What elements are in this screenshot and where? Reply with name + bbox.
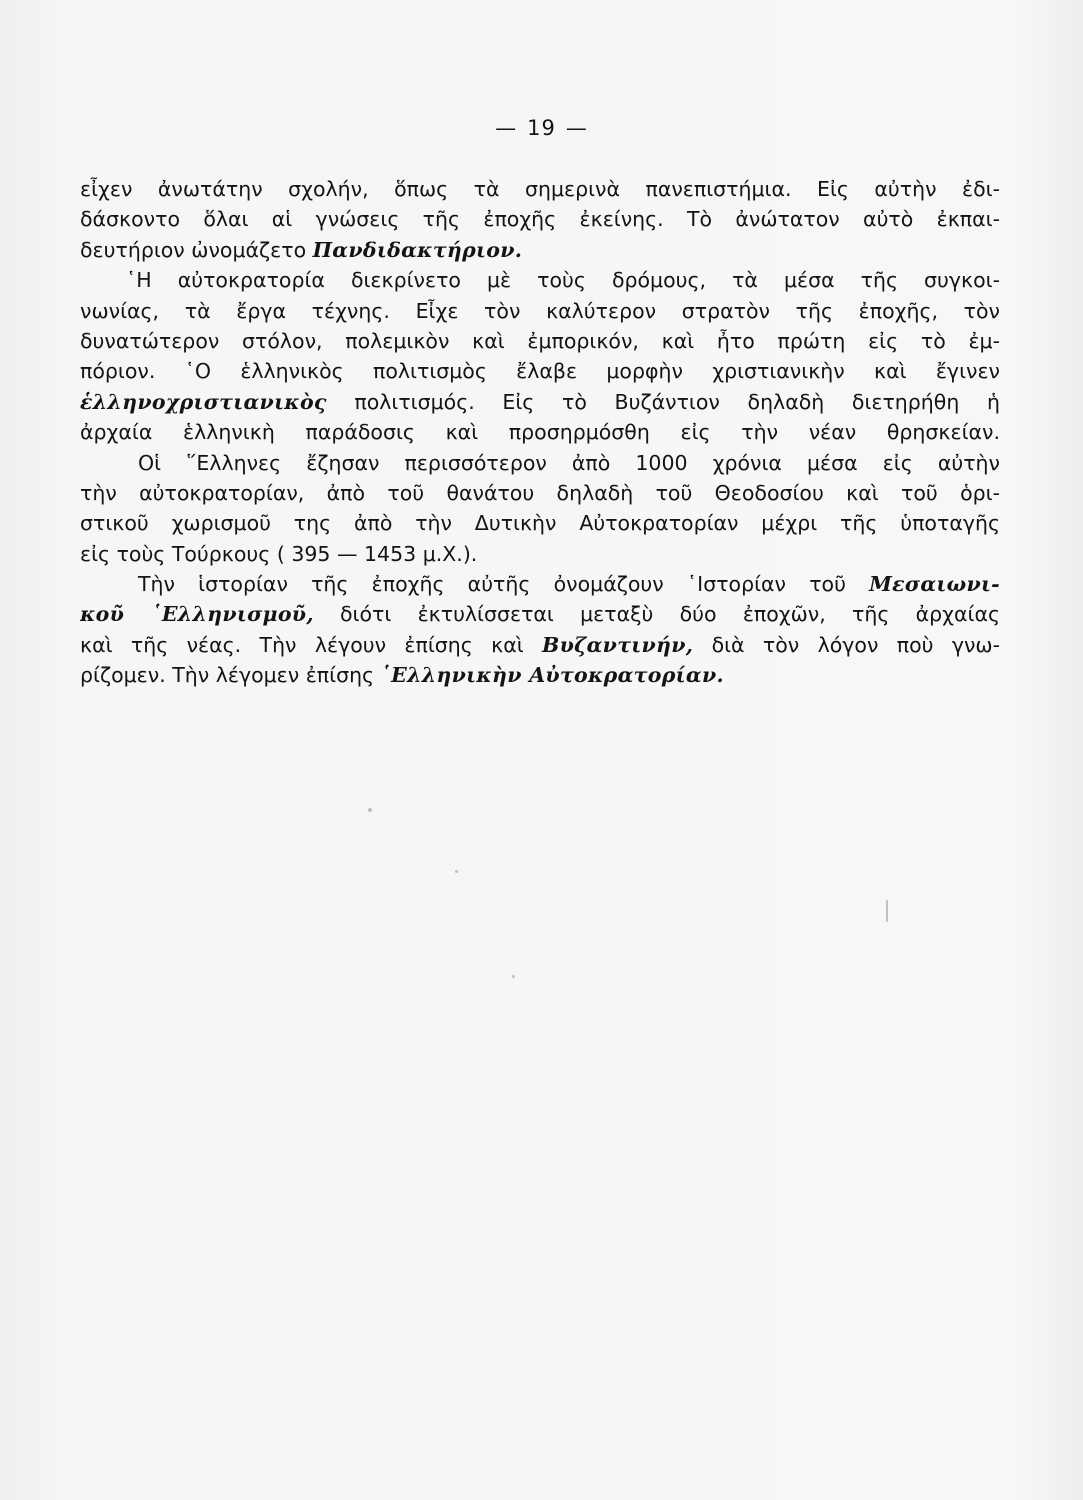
text-line: εἶχεν ἀνωτάτην σχολήν, ὅπως τὰ σημερινὰ πανεπιστήμια. Εἰς αὐτὴν ἐδι- bbox=[80, 177, 1000, 201]
text-line: καὶ τῆς νέας. Τὴν λέγουν ἐπίσης καὶ Βυζαντινήν, διὰ τὸν λόγον ποὺ γνω- bbox=[80, 632, 1000, 657]
text-line: δευτήριον ὠνομάζετο Πανδιδακτήριον. bbox=[80, 237, 523, 262]
paper-speck bbox=[886, 900, 888, 922]
text-line: δυνατώτερον στόλον, πολεμικὸν καὶ ἐμπορικόν, καὶ ἦτο πρώτη εἰς τὸ ἐμ- bbox=[80, 328, 1000, 353]
page-number-dash-right: — bbox=[565, 116, 588, 140]
text-line: Τὴν ἱστορίαν τῆς ἐποχῆς αὐτῆς ὀνομάζουν ῾Ιστορίαν τοῦ Μεσαιωνι- bbox=[138, 572, 1000, 597]
emphasis-term: Βυζαντινήν, bbox=[542, 632, 694, 657]
paper-speck bbox=[368, 808, 372, 812]
body-text bbox=[80, 174, 1000, 691]
text-line: ἑλληνοχριστιανικὸς πολιτισμός. Εἰς τὸ Βυζάντιον δηλαδὴ διετηρήθη ἡ bbox=[80, 389, 1000, 414]
text-line: στικοῦ χωρισμοῦ της ἀπὸ τὴν Δυτικὴν Αὐτοκρατορίαν μέχρι τῆς ὑποταγῆς bbox=[80, 511, 1000, 536]
text-line: πόριον. ῾Ο ἑλληνικὸς πολιτισμὸς ἔλαβε μορφὴν χριστιανικὴν καὶ ἔγινεν bbox=[80, 359, 1000, 384]
text-line: ρίζομεν. Τὴν λέγομεν ἐπίσης ῾Ελληνικὴν Αὐτοκρατορίαν. bbox=[80, 663, 724, 688]
emphasis-term: ἑλληνοχριστιανικὸς bbox=[80, 389, 327, 414]
text-line: νωνίας, τὰ ἔργα τέχνης. Εἶχε τὸν καλύτερον στρατὸν τῆς ἐποχῆς, τὸν bbox=[80, 298, 1000, 323]
paper-speck bbox=[512, 975, 515, 978]
text-line: κοῦ ῾Ελληνισμοῦ, διότι ἐκτυλίσσεται μεταξὺ δύο ἐποχῶν, τῆς ἀρχαίας bbox=[80, 602, 1000, 627]
page-number bbox=[0, 116, 1083, 140]
text-line: Οἱ ῞Ελληνες ἔζησαν περισσότερον ἀπὸ 1000 χρόνια μέσα εἰς αὐτὴν bbox=[138, 450, 1000, 475]
emphasis-term: ῾Ελληνικὴν Αὐτοκρατορίαν. bbox=[380, 663, 724, 688]
page-number-value: 19 bbox=[527, 116, 556, 140]
emphasis-term: κοῦ ῾Ελληνισμοῦ, bbox=[80, 602, 314, 627]
text-line: εἰς τοὺς Τούρκους ( 395 — 1453 μ.Χ.). bbox=[80, 541, 478, 566]
text-line: ῾Η αὐτοκρατορία διεκρίνετο μὲ τοὺς δρόμους, τὰ μέσα τῆς συγκοι- bbox=[126, 268, 1000, 293]
text-line: τὴν αὐτοκρατορίαν, ἀπὸ τοῦ θανάτου δηλαδὴ τοῦ Θεοδοσίου καὶ τοῦ ὁρι- bbox=[80, 480, 1000, 505]
text-line: δάσκοντο ὅλαι αἱ γνώσεις τῆς ἐποχῆς ἐκείνης. Τὸ ἀνώτατον αὐτὸ ἐκπαι- bbox=[80, 207, 1000, 232]
page-number-dash-left: — bbox=[495, 116, 518, 140]
emphasis-term: Μεσαιωνι- bbox=[869, 572, 1000, 597]
emphasis-term: Πανδιδακτήριον. bbox=[312, 237, 523, 262]
text-line: ἀρχαία ἑλληνικὴ παράδοσις καὶ προσηρμόσθη εἰς τὴν νέαν θρησκείαν. bbox=[80, 420, 1000, 445]
paper-speck bbox=[455, 870, 458, 873]
